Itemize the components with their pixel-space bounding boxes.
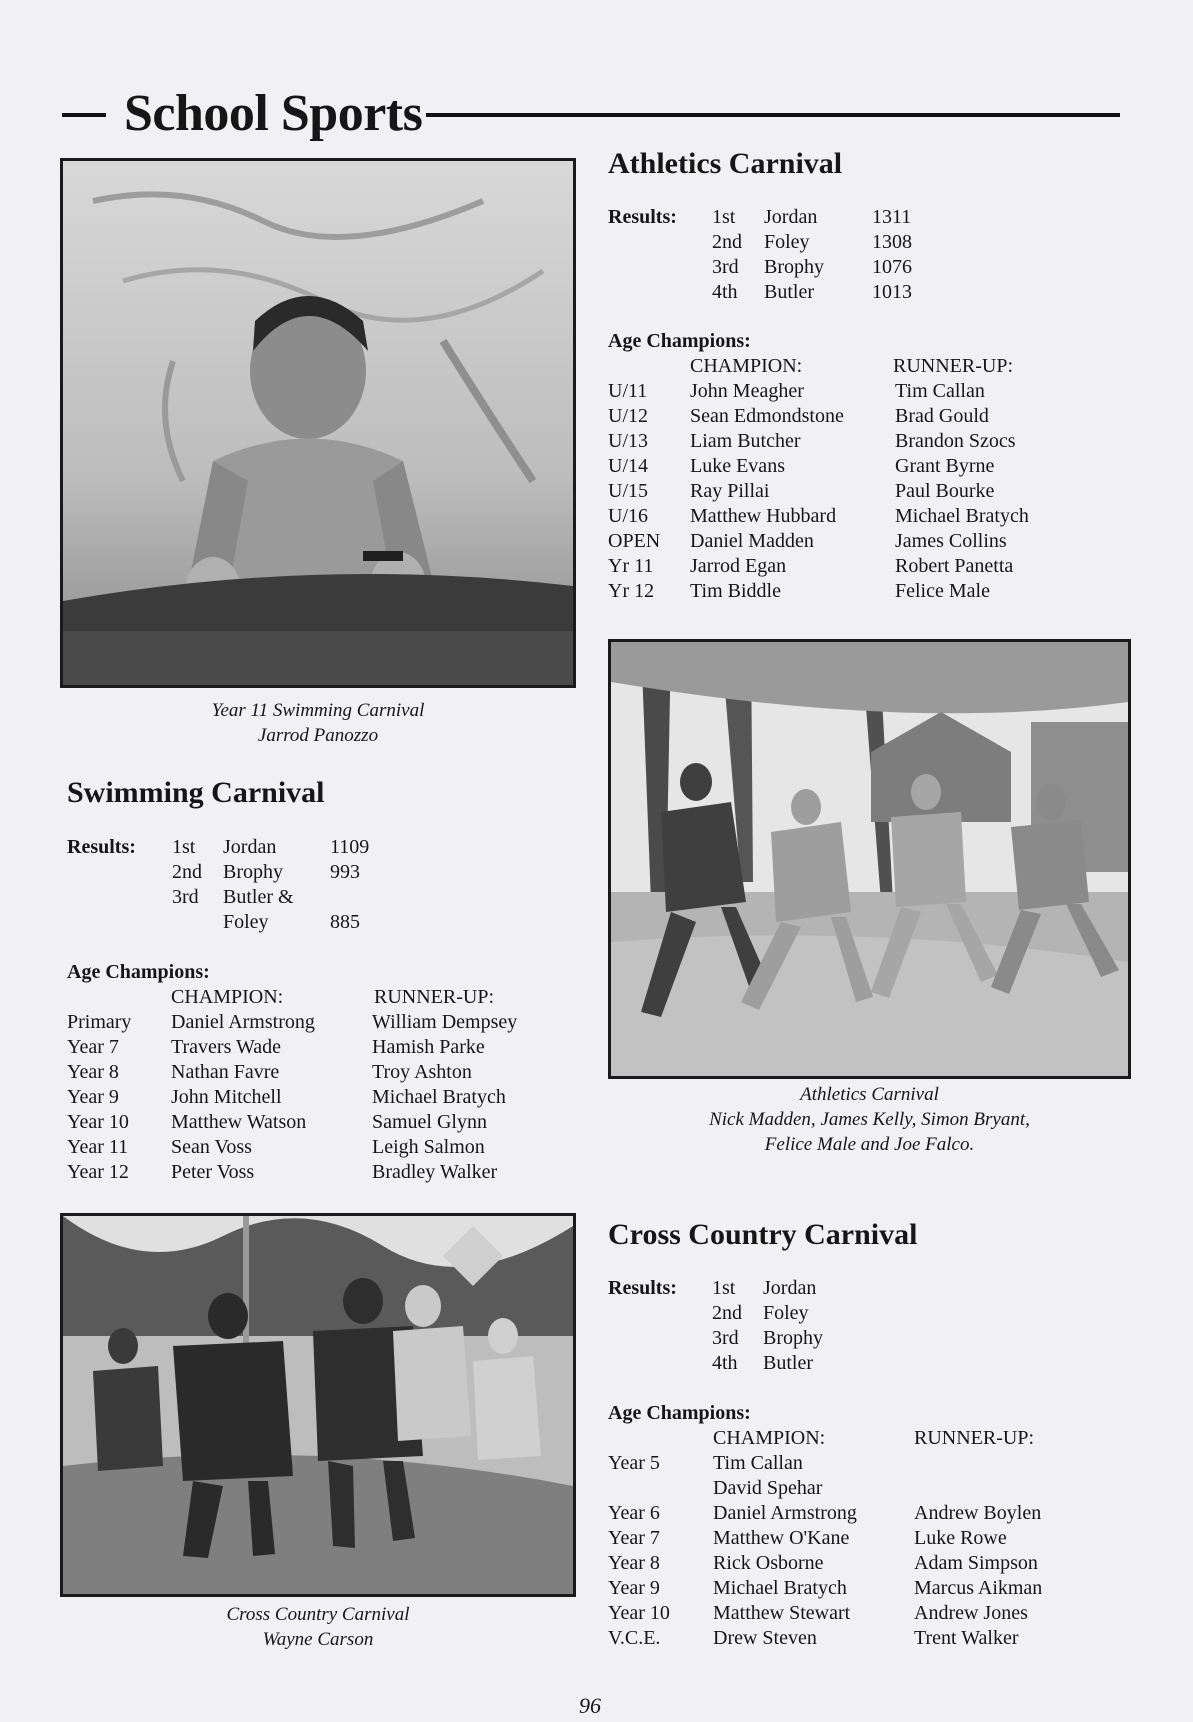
- age-group: Year 7: [67, 1036, 119, 1058]
- athletics-photo-caption: [608, 1082, 1131, 1157]
- cross-country-photo: [60, 1213, 576, 1597]
- list-item: [67, 1110, 567, 1135]
- runnerup-name: Robert Panetta: [895, 555, 1014, 577]
- result-score: 993: [330, 861, 360, 883]
- cross-country-champions: [608, 1451, 1108, 1651]
- champion-name: Tim Callan: [713, 1452, 803, 1474]
- list-item: [172, 860, 392, 885]
- age-group: OPEN: [608, 530, 661, 552]
- runnerup-name: William Dempsey: [372, 1011, 518, 1033]
- champion-name: John Mitchell: [171, 1086, 282, 1108]
- cross-country-title: Cross Country Carnival: [608, 1218, 918, 1251]
- list-item: [608, 454, 1068, 479]
- list-item: [712, 1351, 892, 1376]
- runnerup-name: Leigh Salmon: [372, 1136, 485, 1158]
- result-place: 1st: [712, 1277, 736, 1299]
- age-group: Year 10: [608, 1602, 670, 1624]
- list-item: [67, 1060, 567, 1085]
- champion-name: Michael Bratych: [713, 1577, 847, 1599]
- result-score: 1109: [330, 836, 370, 858]
- swimming-results: [172, 835, 392, 935]
- list-item: [67, 1035, 567, 1060]
- age-group: Yr 11: [608, 555, 654, 577]
- champion-name: Daniel Armstrong: [171, 1011, 315, 1033]
- list-item: [172, 885, 392, 910]
- cross-country-results-label: Results:: [608, 1277, 677, 1299]
- list-item: [172, 910, 392, 935]
- runnerup-name: Troy Ashton: [372, 1061, 472, 1083]
- age-group: Year 9: [608, 1577, 660, 1599]
- list-item: [172, 835, 392, 860]
- caption-line: Cross Country Carnival: [226, 1604, 410, 1625]
- list-item: [608, 529, 1068, 554]
- champion-name: Liam Butcher: [690, 430, 801, 452]
- list-item: [608, 1601, 1108, 1626]
- caption-line: Nick Madden, James Kelly, Simon Bryant,: [709, 1109, 1030, 1130]
- result-score: 1013: [872, 281, 912, 303]
- list-item: [608, 1526, 1108, 1551]
- list-item: [712, 205, 942, 230]
- runnerup-name: Adam Simpson: [914, 1552, 1038, 1574]
- runnerup-name: Andrew Jones: [914, 1602, 1028, 1624]
- result-place: 3rd: [712, 256, 739, 278]
- champion-name: Ray Pillai: [690, 480, 770, 502]
- age-group: Year 9: [67, 1086, 119, 1108]
- result-score: 885: [330, 911, 360, 933]
- champion-name: Luke Evans: [690, 455, 785, 477]
- runnerup-name: Paul Bourke: [895, 480, 995, 502]
- age-group: Year 10: [67, 1111, 129, 1133]
- age-group: V.C.E.: [608, 1627, 661, 1649]
- age-group: U/13: [608, 430, 648, 452]
- champion-name: Matthew O'Kane: [713, 1527, 850, 1549]
- champion-name: Jarrod Egan: [690, 555, 787, 577]
- champion-name: Peter Voss: [171, 1161, 255, 1183]
- age-group: U/11: [608, 380, 648, 402]
- result-place: 4th: [712, 281, 738, 303]
- age-group: Year 11: [67, 1136, 129, 1158]
- age-group: Year 5: [608, 1452, 660, 1474]
- result-house: Jordan: [763, 1277, 817, 1299]
- caption-line: Jarrod Panozzo: [257, 725, 379, 746]
- result-house: Jordan: [764, 206, 818, 228]
- list-item: [608, 1476, 1108, 1501]
- result-house: Jordan: [223, 836, 277, 858]
- age-group: Yr 12: [608, 580, 655, 602]
- list-item: [712, 1276, 892, 1301]
- list-item: [712, 1301, 892, 1326]
- page-title: School Sports: [124, 85, 423, 142]
- swimming-runnerup-header: RUNNER-UP:: [374, 986, 495, 1008]
- result-house: Foley: [763, 1302, 809, 1324]
- result-place: 3rd: [712, 1327, 739, 1349]
- list-item: [608, 1451, 1108, 1476]
- list-item: [608, 404, 1068, 429]
- champion-name: Sean Edmondstone: [690, 405, 844, 427]
- age-group: U/16: [608, 505, 648, 527]
- cross-country-champion-header: CHAMPION:: [713, 1427, 826, 1449]
- result-place: 3rd: [172, 886, 199, 908]
- swimming-photo-caption: [60, 698, 576, 748]
- result-house: Foley: [764, 231, 810, 253]
- result-score: 1076: [872, 256, 912, 278]
- runnerup-name: Michael Bratych: [895, 505, 1029, 527]
- swimming-results-label: Results:: [67, 836, 136, 858]
- list-item: [67, 1010, 567, 1035]
- champion-name: Travers Wade: [171, 1036, 282, 1058]
- runnerup-name: Samuel Glynn: [372, 1111, 487, 1133]
- result-house: Butler &: [223, 886, 294, 908]
- result-place: 2nd: [712, 1302, 742, 1324]
- list-item: [608, 1576, 1108, 1601]
- runnerup-name: Luke Rowe: [914, 1527, 1007, 1549]
- result-place: 2nd: [172, 861, 202, 883]
- runnerup-name: Bradley Walker: [372, 1161, 498, 1183]
- champion-name: Nathan Favre: [171, 1061, 280, 1083]
- list-item: [608, 504, 1068, 529]
- runnerup-name: Tim Callan: [895, 380, 985, 402]
- header-rule: [426, 113, 1120, 117]
- header-dash: [62, 113, 106, 117]
- cross-country-age-label: Age Champions:: [608, 1402, 751, 1424]
- result-house: Foley: [223, 911, 269, 933]
- champion-name: Matthew Hubbard: [690, 505, 837, 527]
- runnerup-name: Felice Male: [895, 580, 990, 602]
- champion-name: Daniel Madden: [690, 530, 814, 552]
- list-item: [608, 579, 1068, 604]
- age-group: Year 8: [608, 1552, 660, 1574]
- runnerup-name: James Collins: [895, 530, 1007, 552]
- result-place: 1st: [172, 836, 196, 858]
- result-house: Brophy: [223, 861, 283, 883]
- cross-country-runnerup-header: RUNNER-UP:: [914, 1427, 1035, 1449]
- athletics-champion-header: CHAMPION:: [690, 355, 803, 377]
- cross-country-photo-caption: [60, 1602, 576, 1652]
- champion-name: Matthew Watson: [171, 1111, 307, 1133]
- champion-name: Rick Osborne: [713, 1552, 824, 1574]
- age-group: U/15: [608, 480, 648, 502]
- list-item: [608, 1551, 1108, 1576]
- champion-name: Sean Voss: [171, 1136, 252, 1158]
- swimming-age-label: Age Champions:: [67, 961, 210, 983]
- champion-name: John Meagher: [690, 380, 804, 402]
- result-place: 2nd: [712, 231, 742, 253]
- list-item: [67, 1085, 567, 1110]
- runnerup-name: Trent Walker: [914, 1627, 1019, 1649]
- swimming-photo: [60, 158, 576, 688]
- champion-name: Tim Biddle: [690, 580, 781, 602]
- list-item: [67, 1135, 567, 1160]
- list-item: [712, 1326, 892, 1351]
- age-group: Primary: [67, 1011, 132, 1033]
- swimming-title: Swimming Carnival: [67, 776, 325, 809]
- result-place: 1st: [712, 206, 736, 228]
- list-item: [67, 1160, 567, 1185]
- runnerup-name: Grant Byrne: [895, 455, 995, 477]
- caption-line: Year 11 Swimming Carnival: [211, 700, 425, 721]
- champion-name: Drew Steven: [713, 1627, 817, 1649]
- age-group: Year 6: [608, 1502, 660, 1524]
- age-group: U/14: [608, 455, 648, 477]
- list-item: [712, 255, 942, 280]
- age-group: Year 7: [608, 1527, 660, 1549]
- result-score: 1308: [872, 231, 912, 253]
- age-group: U/12: [608, 405, 648, 427]
- result-place: 4th: [712, 1352, 738, 1374]
- caption-line: Felice Male and Joe Falco.: [764, 1134, 975, 1155]
- result-score: 1311: [872, 206, 912, 228]
- list-item: [608, 479, 1068, 504]
- list-item: [608, 1501, 1108, 1526]
- runnerup-name: Michael Bratych: [372, 1086, 506, 1108]
- list-item: [608, 429, 1068, 454]
- caption-line: Wayne Carson: [262, 1629, 374, 1650]
- champion-name: Daniel Armstrong: [713, 1502, 857, 1524]
- list-item: [608, 379, 1068, 404]
- athletics-results-label: Results:: [608, 206, 677, 228]
- athletics-age-label: Age Champions:: [608, 330, 751, 352]
- athletics-champions: [608, 379, 1068, 604]
- athletics-photo: [608, 639, 1131, 1079]
- cross-country-results: [712, 1276, 892, 1376]
- list-item: [712, 230, 942, 255]
- runnerup-name: Brandon Szocs: [895, 430, 1016, 452]
- list-item: [608, 554, 1068, 579]
- runnerup-name: Andrew Boylen: [914, 1502, 1042, 1524]
- list-item: [712, 280, 942, 305]
- athletics-results: [712, 205, 942, 305]
- athletics-runnerup-header: RUNNER-UP:: [893, 355, 1014, 377]
- result-house: Brophy: [764, 256, 824, 278]
- champion-name: Matthew Stewart: [713, 1602, 851, 1624]
- athletics-title: Athletics Carnival: [608, 147, 843, 180]
- age-group: Year 8: [67, 1061, 119, 1083]
- runnerup-name: Marcus Aikman: [914, 1577, 1043, 1599]
- list-item: [608, 1626, 1108, 1651]
- result-house: Brophy: [763, 1327, 823, 1349]
- result-house: Butler: [763, 1352, 813, 1374]
- page-number: 96: [579, 1693, 601, 1718]
- swimming-champion-header: CHAMPION:: [171, 986, 284, 1008]
- champion-name: David Spehar: [713, 1477, 823, 1499]
- swimming-champions: [67, 1010, 567, 1185]
- caption-line: Athletics Carnival: [800, 1084, 939, 1105]
- result-house: Butler: [764, 281, 814, 303]
- runnerup-name: Hamish Parke: [372, 1036, 485, 1058]
- age-group: Year 12: [67, 1161, 129, 1183]
- runnerup-name: Brad Gould: [895, 405, 989, 427]
